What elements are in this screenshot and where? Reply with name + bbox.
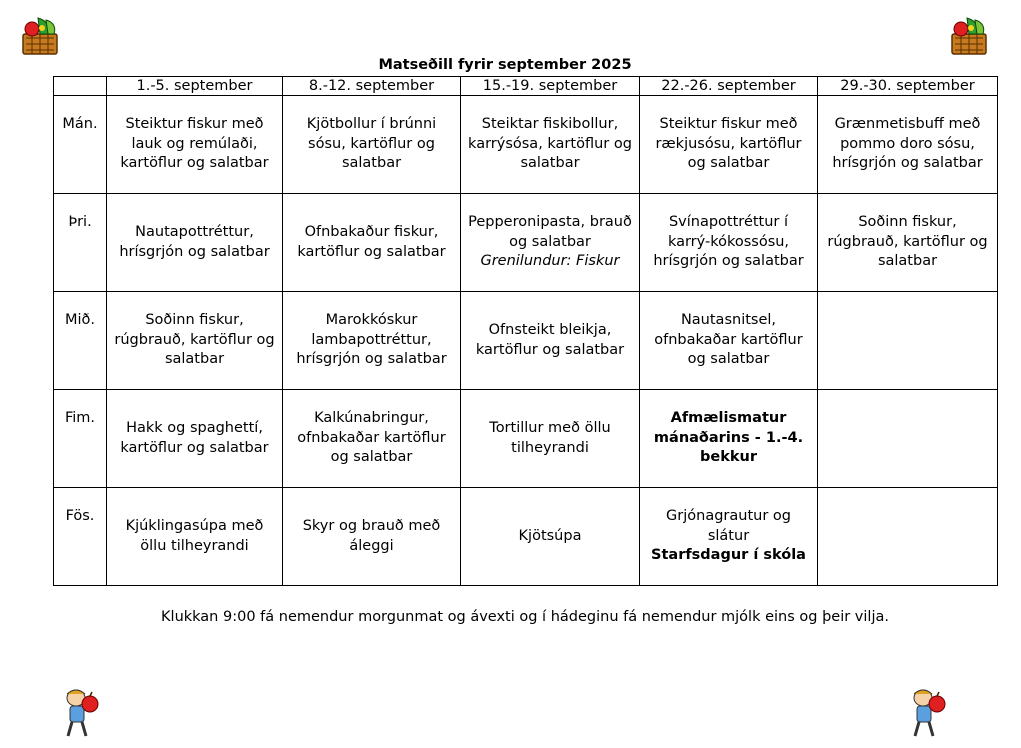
menu-line: slátur [707, 527, 750, 544]
menu-line: og salatbar [509, 233, 591, 250]
menu-line: lambapottréttur, [311, 331, 432, 348]
menu-line: og salatbar [687, 155, 770, 172]
day-label: Fim. [54, 390, 107, 488]
child-eating-apple-icon [905, 686, 953, 740]
menu-line: ofnbakaðar kartöflur [654, 331, 803, 348]
menu-line: salatbar [877, 253, 938, 270]
table-row [54, 292, 998, 390]
table-row [54, 194, 998, 292]
page-title: Matseðill fyrir september 2025 [378, 57, 632, 73]
menu-line: Steiktur fiskur með [659, 116, 798, 133]
menu-line: Grenilundur: Fiskur [480, 253, 620, 270]
menu-line: salatbar [164, 351, 225, 368]
menu-line: hrísgrjón og salatbar [296, 351, 447, 368]
menu-line: kartöflur og salatbar [475, 341, 625, 358]
menu-line: og salatbar [330, 449, 413, 466]
menu-line: kartöflur og salatbar [120, 155, 269, 172]
child-eating-apple-icon [58, 686, 106, 740]
menu-line: Marokkóskur [325, 312, 418, 329]
menu-line: karrý-kókossósu, [667, 233, 790, 250]
menu-cell [107, 488, 283, 586]
menu-line: kartöflur og salatbar [297, 243, 446, 260]
menu-line: kartöflur og salatbar [120, 439, 269, 456]
menu-line: sósu, kartöflur og [308, 135, 435, 152]
menu-line: ofnbakaðar kartöflur [297, 429, 446, 446]
corner-cell [54, 77, 107, 96]
week-header: 15.-19. september [461, 77, 640, 96]
vegetable-basket-icon [20, 14, 60, 58]
menu-line: Grjónagrautur og [666, 508, 791, 525]
menu-line: Grænmetisbuff með [834, 116, 981, 133]
menu-cell [461, 292, 640, 390]
menu-cell [640, 96, 818, 194]
menu-cell [640, 390, 818, 488]
menu-line: Ofnbakaður fiskur, [304, 224, 439, 240]
menu-cell [818, 194, 998, 292]
menu-cell [640, 488, 818, 586]
menu-cell [461, 96, 640, 194]
menu-line: lauk og remúlaði, [131, 135, 258, 152]
menu-cell [640, 292, 818, 390]
menu-line: Starfsdagur í skóla [651, 547, 806, 564]
menu-line: Pepperonipasta, brauð [468, 214, 632, 231]
menu-cell [818, 292, 998, 390]
footer-note: Klukkan 9:00 fá nemendur morgunmat og ávexti og í hádeginu fá nemendur mjólk eins og þeir vilja. [161, 609, 889, 625]
menu-cell [283, 488, 461, 586]
menu-line: Nautasnitsel, [680, 312, 777, 329]
menu-cell [818, 488, 998, 586]
menu-table [53, 76, 998, 586]
menu-line: bekkur [700, 449, 757, 466]
menu-line: áleggi [349, 537, 394, 554]
vegetable-basket-icon [949, 14, 989, 58]
menu-line: karrýsósa, kartöflur og [468, 135, 632, 152]
menu-line: Steiktur fiskur með [125, 116, 264, 133]
menu-line: Ofnsteikt bleikja, [488, 322, 612, 338]
day-label: Mið. [54, 292, 107, 390]
menu-line: pommo doro sósu, [840, 135, 975, 152]
menu-line: tilheyrandi [511, 439, 589, 456]
menu-cell [107, 96, 283, 194]
menu-line: Nautapottréttur, [135, 224, 254, 240]
menu-line: Kjötsúpa [518, 527, 582, 544]
week-header: 22.-26. september [640, 77, 818, 96]
menu-line: hrísgrjón og salatbar [832, 155, 983, 172]
table-row [54, 488, 998, 586]
day-label: Þri. [54, 194, 107, 292]
menu-line: Svínapottréttur í [668, 214, 789, 231]
table-row [54, 96, 998, 194]
menu-line: Tortillur með öllu [489, 420, 611, 436]
menu-cell [461, 390, 640, 488]
menu-line: Soðinn fiskur, [858, 214, 957, 231]
menu-line: Kalkúnabringur, [314, 410, 429, 427]
menu-line: hrísgrjón og salatbar [119, 243, 270, 260]
menu-line: salatbar [341, 155, 402, 172]
menu-cell [461, 194, 640, 292]
menu-cell [818, 96, 998, 194]
week-header: 8.-12. september [283, 77, 461, 96]
menu-line: öllu tilheyrandi [140, 537, 249, 554]
table-row [54, 390, 998, 488]
menu-line: Skyr og brauð með [302, 518, 441, 534]
menu-line: Soðinn fiskur, [145, 312, 244, 329]
menu-cell [107, 194, 283, 292]
menu-line: og salatbar [687, 351, 770, 368]
menu-line: rúgbrauð, kartöflur og [114, 331, 275, 348]
menu-cell [818, 390, 998, 488]
menu-line: Hakk og spaghettí, [126, 420, 263, 436]
day-label: Mán. [54, 96, 107, 194]
menu-line: Kjúklingasúpa með [125, 518, 264, 534]
menu-cell [283, 96, 461, 194]
menu-line: rúgbrauð, kartöflur og [827, 233, 988, 250]
day-label: Fös. [54, 488, 107, 586]
menu-line: Kjötbollur í brúnni [306, 116, 437, 133]
week-header: 1.-5. september [107, 77, 283, 96]
menu-line: Steiktar fiskibollur, [481, 116, 619, 133]
menu-line: mánaðarins - 1.-4. [653, 429, 804, 446]
menu-line: Afmælismatur [670, 410, 787, 427]
header-row [54, 77, 998, 96]
menu-cell [283, 292, 461, 390]
menu-cell [283, 390, 461, 488]
menu-cell [640, 194, 818, 292]
menu-line: hrísgrjón og salatbar [653, 253, 804, 270]
menu-cell [461, 488, 640, 586]
menu-cell [107, 292, 283, 390]
menu-cell [107, 390, 283, 488]
week-header: 29.-30. september [818, 77, 998, 96]
menu-cell [283, 194, 461, 292]
menu-line: salatbar [520, 155, 580, 172]
menu-line: rækjusósu, kartöflur [655, 135, 802, 152]
